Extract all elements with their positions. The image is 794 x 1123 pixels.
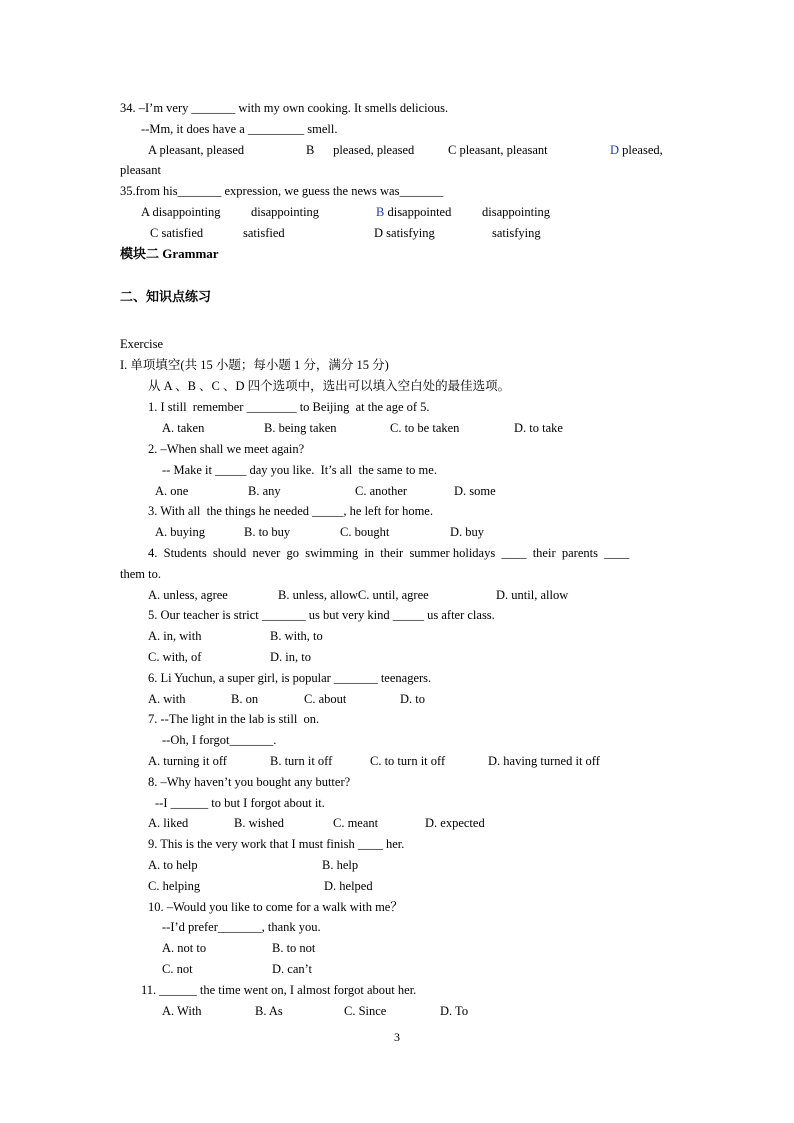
- q34-option-b: B pleased, pleased: [306, 143, 415, 157]
- question-8-stem-reply: --I ______ to but I forgot about it.: [155, 796, 325, 810]
- question-9-option-a: A. to help: [148, 858, 198, 872]
- question-6-option-c: C. about: [304, 692, 347, 706]
- question-2-option-a: A. one: [155, 484, 189, 498]
- question-11-option-b: B. As: [255, 1004, 283, 1018]
- question-11-stem: 11. ______ the time went on, I almost forgot about her.: [141, 983, 417, 997]
- question-3-option-c: C. bought: [340, 525, 390, 539]
- q35-option-b-1: [376, 204, 451, 220]
- question-9-stem: 9. This is the very work that I must finish ____ her.: [148, 837, 405, 851]
- question-4-stem-continued: them to.: [120, 567, 161, 581]
- question-10-option-c: C. not: [162, 962, 193, 976]
- question-10-stem: 10. –Would you like to come for a walk with me？: [148, 900, 403, 914]
- question-2-stem: 2. –When shall we meet again?: [148, 442, 305, 456]
- page-number: 3: [394, 1030, 400, 1044]
- q34-stem: 34. –I’m very _______ with my own cooking. It smells delicious.: [120, 101, 449, 115]
- question-8-stem: 8. –Why haven’t you bought any butter?: [148, 775, 351, 789]
- question-3-option-a: A. buying: [155, 525, 205, 539]
- question-4-stem: 4. Students should never go swimming in their summer holidays ____ their parents ____: [148, 546, 630, 560]
- question-9-option-d: D. helped: [324, 879, 373, 893]
- q35-option-c-2: satisfied: [243, 226, 285, 240]
- question-7-option-a: A. turning it off: [148, 754, 227, 768]
- question-1-stem: 1. I still remember ________ to Beijing at the age of 5.: [148, 400, 430, 414]
- question-3-option-d: D. buy: [450, 525, 485, 539]
- exercise-label: Exercise: [120, 337, 164, 351]
- q34-option-d-continued: pleasant: [120, 163, 161, 177]
- section-title: 二、知识点练习: [120, 289, 212, 304]
- question-1-option-c: C. to be taken: [390, 421, 460, 435]
- question-7-stem: 7. --The light in the lab is still on.: [148, 712, 320, 726]
- question-8-option-a: A. liked: [148, 816, 189, 830]
- question-6-option-b: B. on: [231, 692, 259, 706]
- question-11-option-a: A. With: [162, 1004, 202, 1018]
- question-8-option-d: D. expected: [425, 816, 485, 830]
- question-2-option-c: C. another: [355, 484, 408, 498]
- question-5-option-a: A. in, with: [148, 629, 202, 643]
- q35-option-a-2: disappointing: [251, 205, 320, 219]
- q35-option-b-text: disappointed: [384, 205, 452, 219]
- question-11-option-d: D. To: [440, 1004, 469, 1018]
- question-7-option-b: B. turn it off: [270, 754, 333, 768]
- question-1-option-b: B. being taken: [264, 421, 337, 435]
- q35-option-b-2: disappointing: [482, 205, 551, 219]
- q34-option-d-text: pleased,: [619, 143, 663, 157]
- q34-option-c: C pleasant, pleasant: [448, 143, 548, 157]
- question-5-option-c: C. with, of: [148, 650, 202, 664]
- question-2-option-b: B. any: [248, 484, 281, 498]
- q34-option-d: [610, 142, 663, 158]
- question-10-option-d: D. can’t: [272, 962, 313, 976]
- question-1-option-d: D. to take: [514, 421, 563, 435]
- q35-option-d-1: D satisfying: [374, 226, 435, 240]
- q35-stem: 35.from his_______ expression, we guess the news was_______: [120, 184, 444, 198]
- question-8-option-b: B. wished: [234, 816, 284, 830]
- question-6-option-a: A. with: [148, 692, 186, 706]
- q34-option-d-letter: D: [610, 143, 620, 157]
- question-4-option-b: B. unless, allowC. until, agree: [278, 588, 429, 602]
- question-7-option-c: C. to turn it off: [370, 754, 446, 768]
- question-10-option-b: B. to not: [272, 941, 316, 955]
- question-6-stem: 6. Li Yuchun, a super girl, is popular _______ teenagers.: [148, 671, 432, 685]
- q35-option-c-1: C satisfied: [150, 226, 204, 240]
- question-10-stem-reply: --I’d prefer_______, thank you.: [162, 920, 321, 934]
- question-4-option-d: D. until, allow: [496, 588, 569, 602]
- question-3-stem: 3. With all the things he needed _____, he left for home.: [148, 504, 433, 518]
- module-title: 模块二 Grammar: [120, 246, 219, 261]
- question-5-option-d: D. in, to: [270, 650, 311, 664]
- question-7-stem-reply: --Oh, I forgot_______.: [162, 733, 277, 747]
- question-10-option-a: A. not to: [162, 941, 207, 955]
- question-6-option-d: D. to: [400, 692, 425, 706]
- q35-option-a-1: A disappointing: [141, 205, 221, 219]
- question-9-option-c: C. helping: [148, 879, 201, 893]
- question-5-stem: 5. Our teacher is strict _______ us but very kind _____ us after class.: [148, 608, 495, 622]
- question-2-stem-reply: -- Make it _____ day you like. It’s all the same to me.: [162, 463, 437, 477]
- question-7-option-d: D. having turned it off: [488, 754, 600, 768]
- question-2-option-d: D. some: [454, 484, 496, 498]
- instruction: 从 A 、B 、C 、D 四个选项中，选出可以填入空白处的最佳选项。: [148, 379, 511, 393]
- question-5-option-b: B. with, to: [270, 629, 323, 643]
- q34-stem-reply: --Mm, it does have a _________ smell.: [141, 122, 338, 136]
- question-9-option-b: B. help: [322, 858, 359, 872]
- question-11-option-c: C. Since: [344, 1004, 387, 1018]
- question-8-option-c: C. meant: [333, 816, 379, 830]
- question-4-option-a: A. unless, agree: [148, 588, 228, 602]
- question-3-option-b: B. to buy: [244, 525, 291, 539]
- question-1-option-a: A. taken: [162, 421, 205, 435]
- part-title: I. 单项填空(共 15 小题；每小题 1 分，满分 15 分): [120, 358, 389, 372]
- q35-option-b-letter: B: [376, 205, 385, 219]
- q34-option-a: A pleasant, pleased: [148, 143, 245, 157]
- q35-option-d-2: satisfying: [492, 226, 541, 240]
